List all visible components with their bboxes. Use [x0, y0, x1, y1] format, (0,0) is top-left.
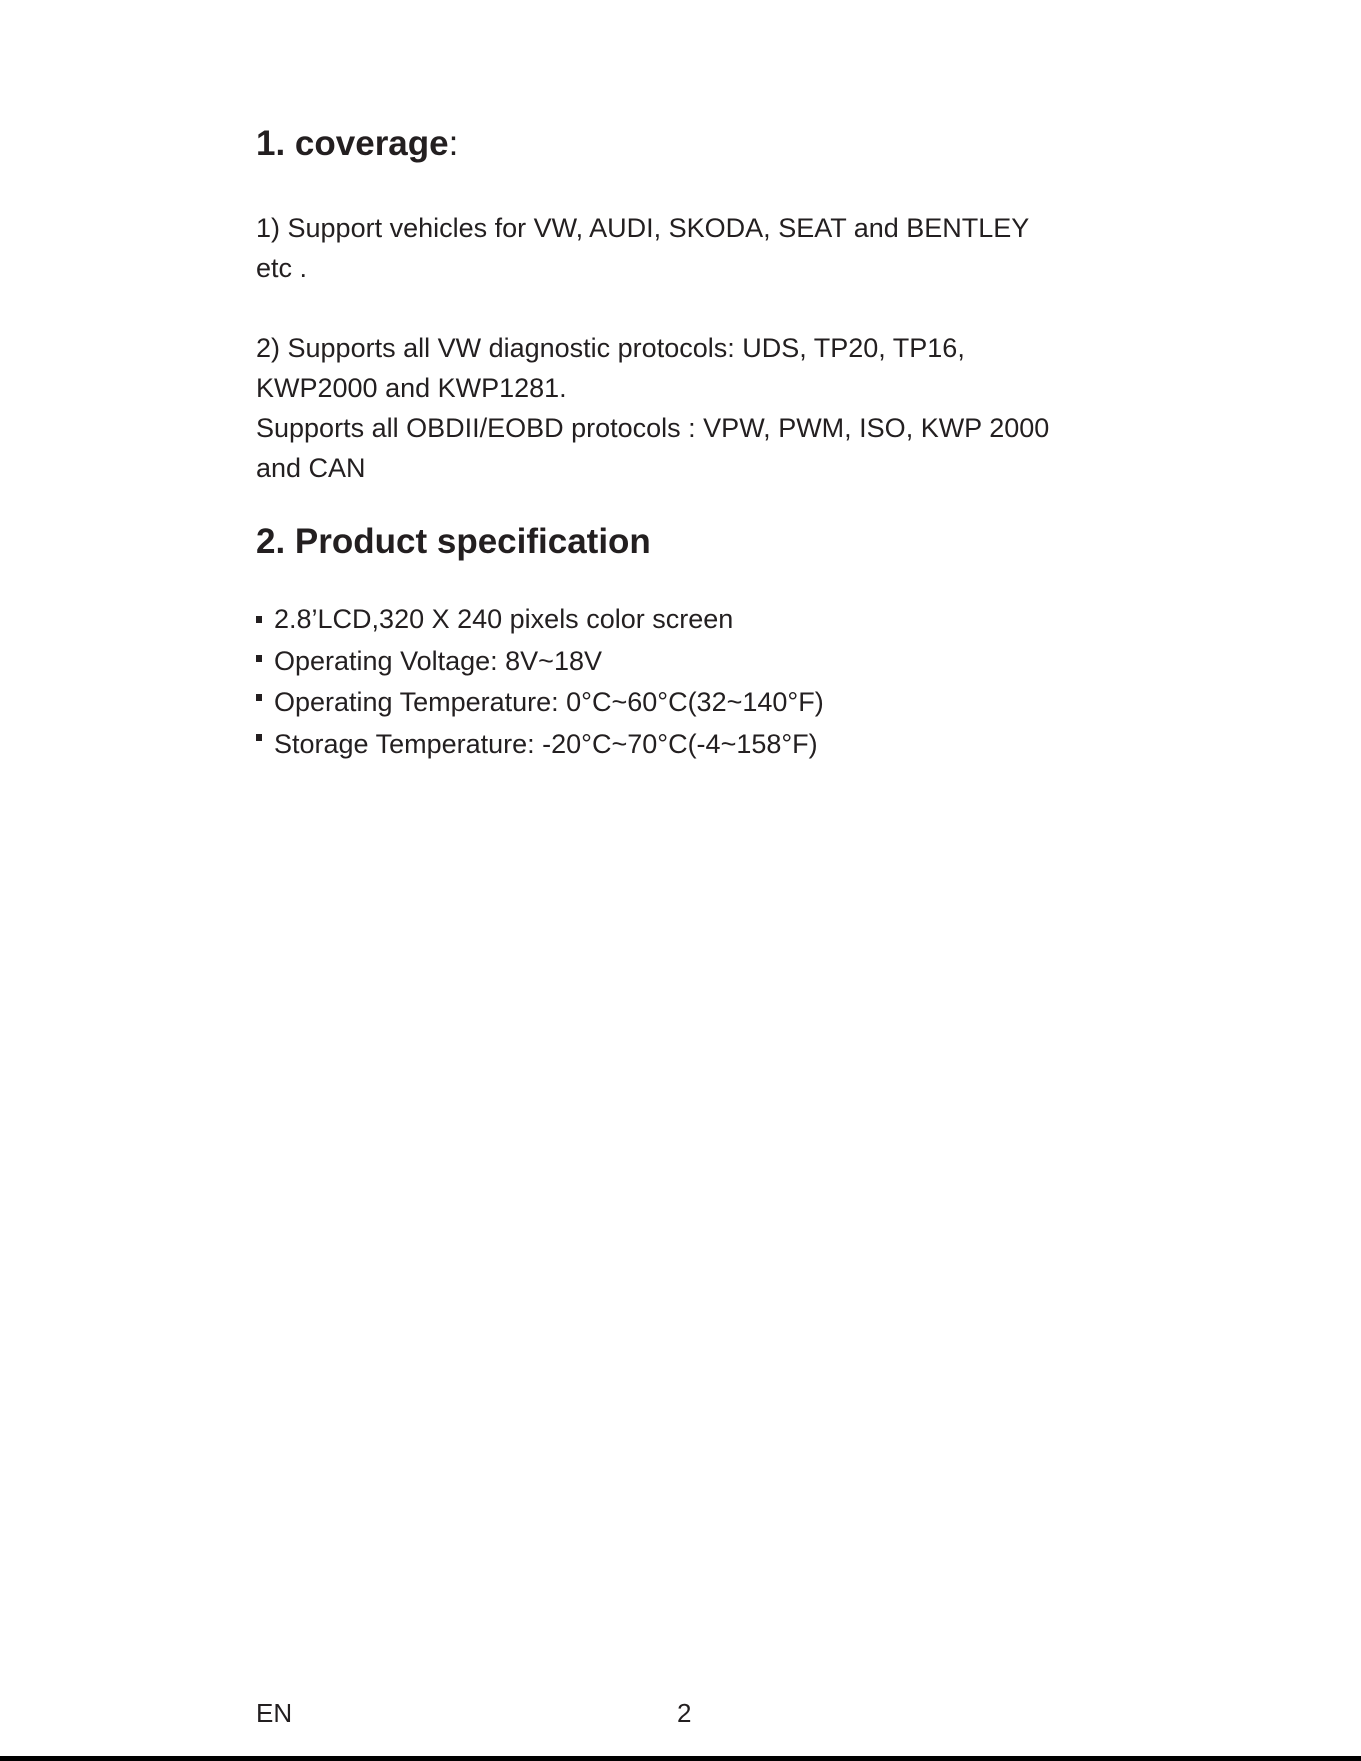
specification-item-operating-temperature [256, 682, 1156, 724]
bullet-square-icon [256, 734, 262, 741]
specification-item-voltage [256, 641, 1156, 683]
coverage-item-protocols-line-4: and CAN [256, 453, 366, 483]
specification-heading: 2. Product specification [256, 522, 651, 561]
specification-list [256, 599, 1156, 765]
specification-item-screen [256, 599, 1156, 641]
specification-item-text: 2.8’LCD,320 X 240 pixels color screen [274, 604, 734, 634]
coverage-heading-colon: : [448, 124, 459, 163]
bottom-border [0, 1756, 1361, 1761]
coverage-item-vehicles [256, 208, 1156, 288]
coverage-item-protocols-line-1: 2) Supports all VW diagnostic protocols: UDS, TP20, TP16, [256, 333, 965, 363]
bullet-square-icon [256, 616, 262, 623]
coverage-item-protocols-line-2: KWP2000 and KWP1281. [256, 373, 567, 403]
specification-item-storage-temperature [256, 724, 1156, 766]
bullet-square-icon [256, 694, 262, 701]
specification-item-text: Operating Voltage: 8V~18V [274, 645, 602, 676]
coverage-item-vehicles-line-2: etc . [256, 253, 308, 283]
coverage-heading-text: 1. coverage [256, 124, 449, 163]
coverage-item-protocols-line-3: Supports all OBDII/EOBD protocols : VPW, PWM, ISO, KWP 2000 [256, 413, 1050, 443]
specification-item-text: Storage Temperature: -20°C~70°C(-4~158°F) [274, 728, 818, 759]
page-content [256, 120, 1156, 765]
specification-item-text: Operating Temperature: 0°C~60°C(32~140°F) [274, 687, 824, 717]
footer-language: EN [256, 1698, 293, 1728]
footer-page-number: 2 [677, 1698, 692, 1728]
coverage-heading [256, 120, 1156, 168]
bullet-square-icon [256, 655, 262, 662]
coverage-item-protocols [256, 328, 1156, 488]
coverage-item-vehicles-line-1: 1) Support vehicles for VW, AUDI, SKODA, SEAT and BENTLEY [256, 213, 1030, 243]
